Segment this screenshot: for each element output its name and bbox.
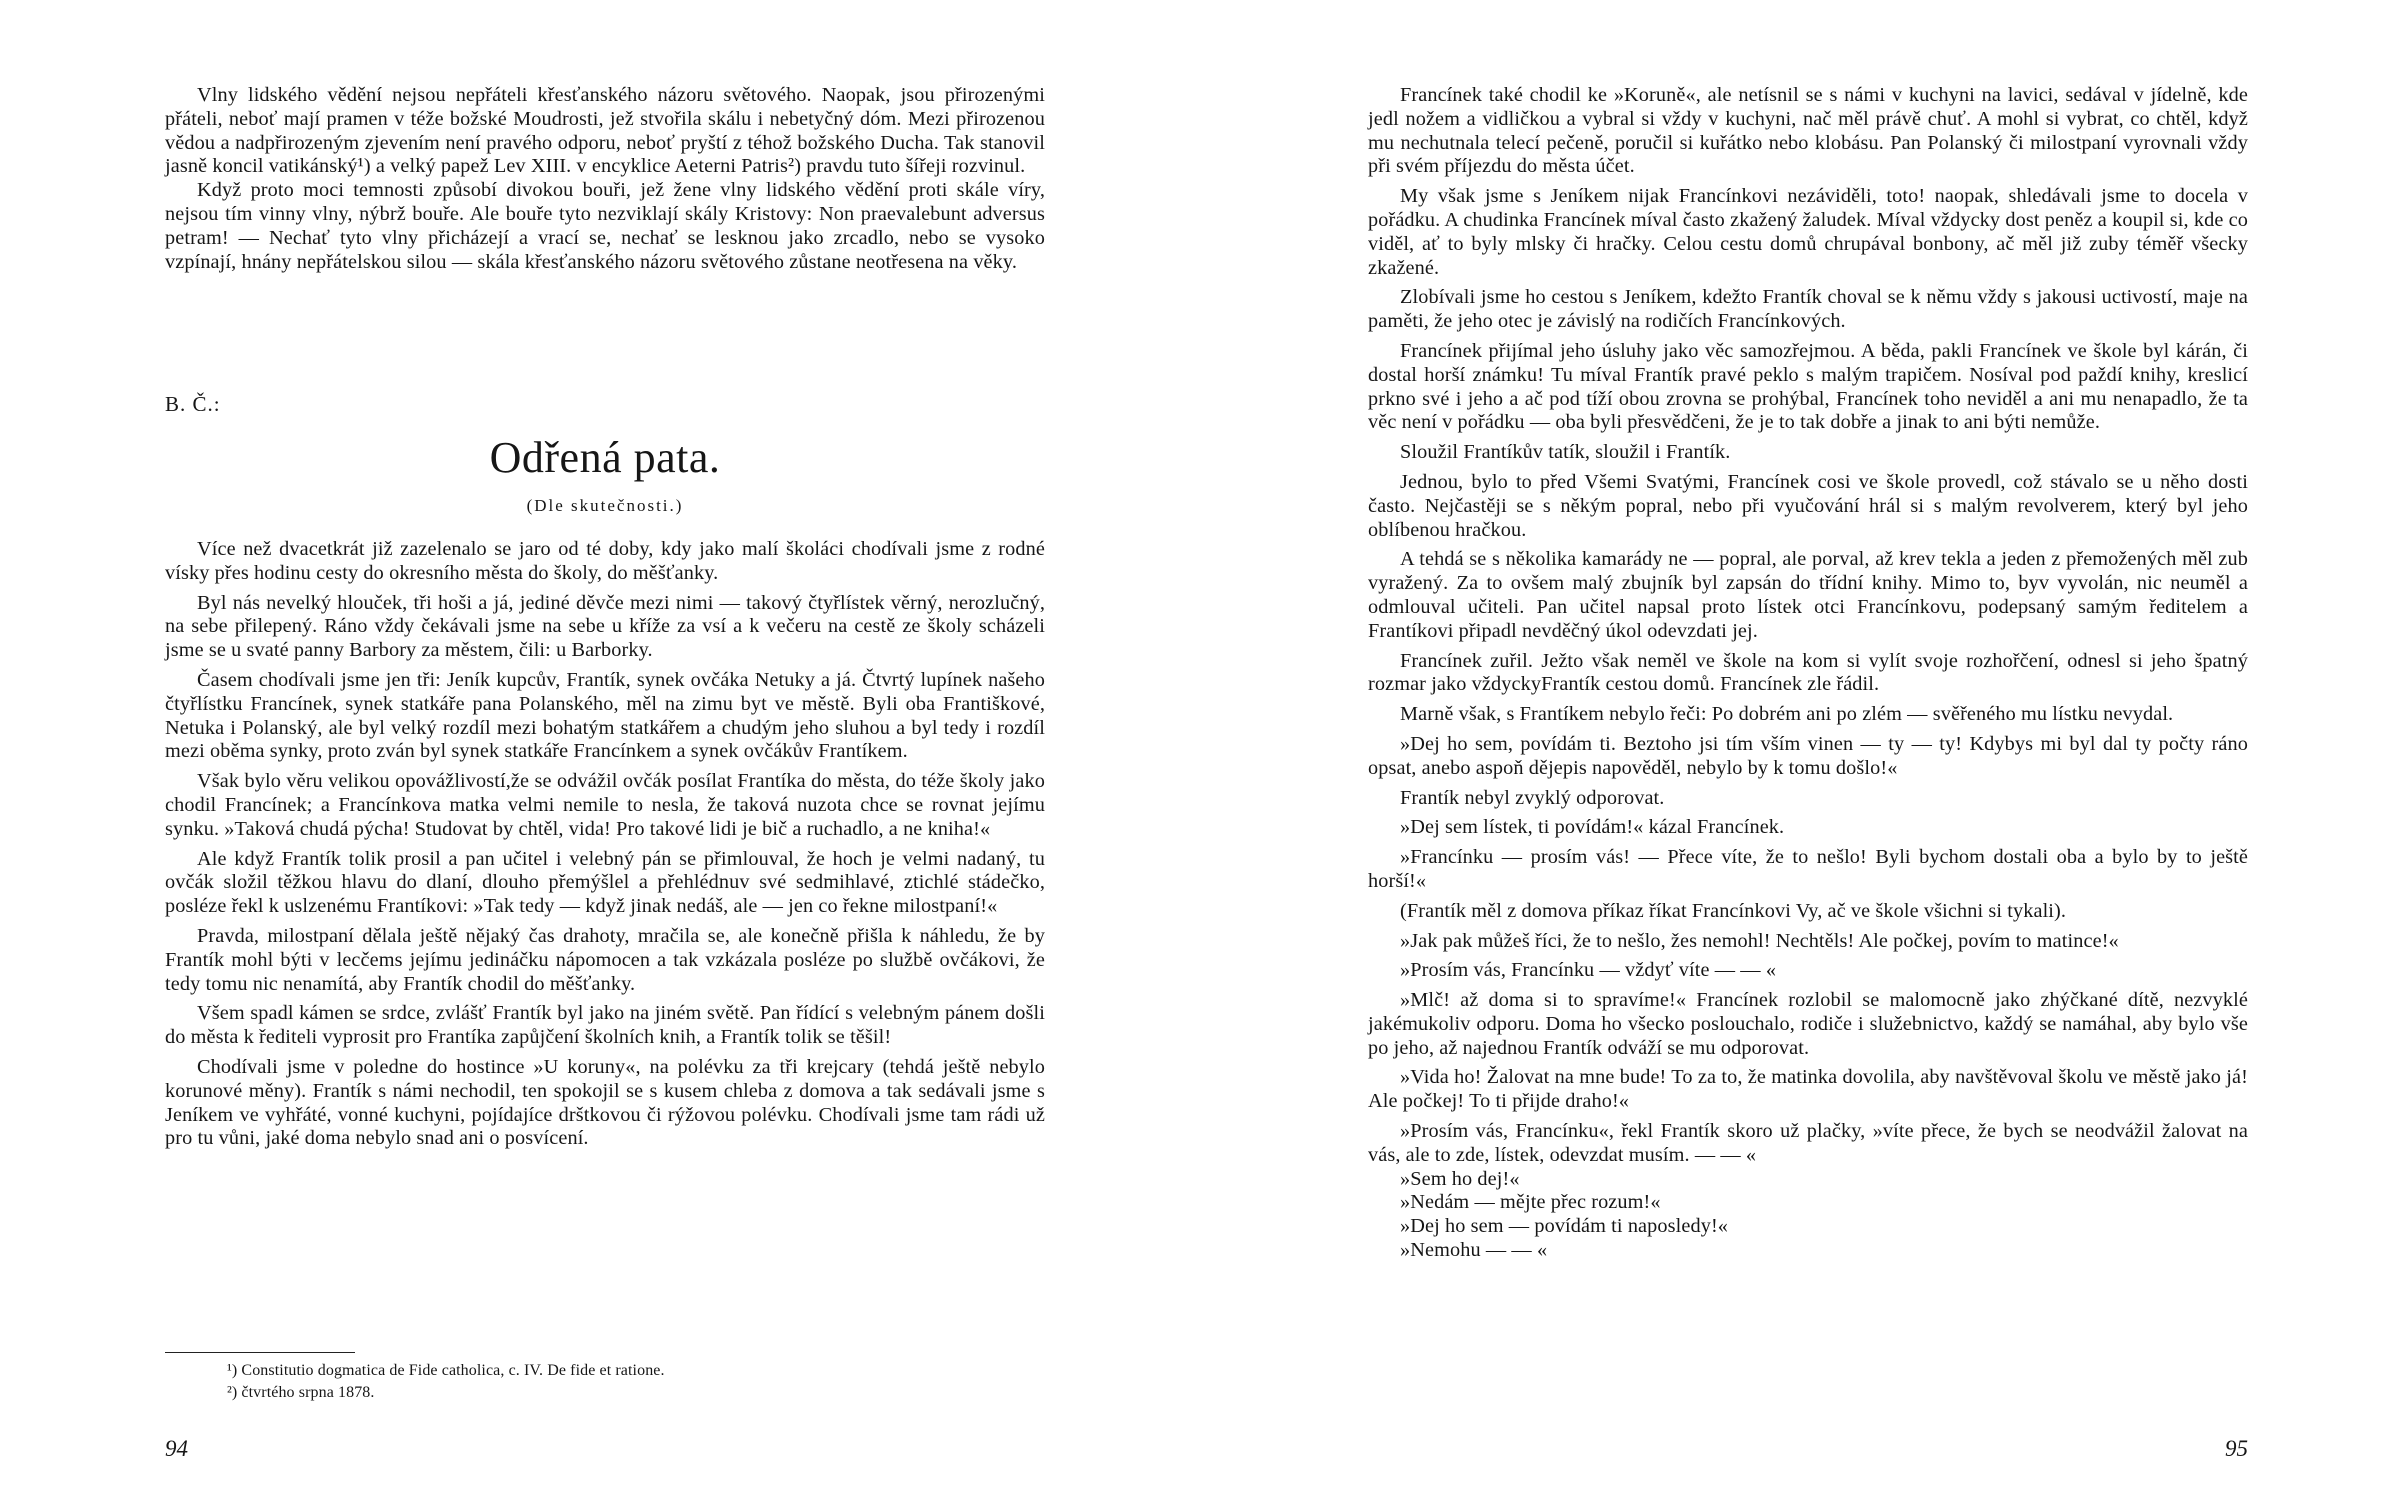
right-page [1368, 0, 2248, 1500]
author: B. Č.: [165, 392, 221, 416]
left-page [165, 0, 1045, 1500]
right-paragraph-2: My však jsme s Jeníkem nijak Francínkovi nezáviděli, toto! naopak, shledávali jsme to docela v pořádku. A chudinka Francínek míval často zkažený žaludek. Míval vždycky dost peněz a koupil si, kde co viděl, ať to byly mlsky či hračky. Celou cestu domů chrupával bonbony, ač měl již zuby téměř všecky zkažené. [1368, 185, 2248, 279]
right-paragraph-21: »Nedám — mějte přec rozum!« [1400, 1191, 1661, 1214]
right-paragraph-11: Frantík nebyl zvyklý odporovat. [1400, 786, 1665, 809]
footnote-2: ²) čtvrtého srpna 1878. [227, 1384, 375, 1401]
right-paragraph-5: Sloužil Frantíkův tatík, sloužil i Frantík. [1400, 441, 1731, 464]
right-paragraph-4: Francínek přijímal jeho úsluhy jako věc samozřejmou. A běda, pakli Francínek ve škole byl kárán, či dostal horší známku! Tu míval Frantík pravé peklo s malým trapičem. Nosíval pod paždí knihy, kreslicí prkno své i jeho a ač pod tíží obou zrovna se prohýbal, Francínek toho neviděl a ani mu nenapadlo, že ta věc není v pořádku — oba byli přesvědčeni, že je to tak dobře a jinak to ani býti nemůže. [1368, 339, 2248, 434]
right-paragraph-20: »Sem ho dej!« [1400, 1167, 1520, 1190]
right-paragraph-16: »Prosím vás, Francínku — vždyť víte — — « [1400, 959, 1777, 982]
right-paragraph-22: »Dej ho sem — povídám ti naposledy!« [1400, 1215, 1729, 1238]
story-paragraph-2: Byl nás nevelký hlouček, tři hoši a já, jediné děvče mezi nimi — takový čtyřlístek věrný, nerozlučný, na sebe přilepený. Ráno vždy čekávali jsme na sebe u kříže za vsí a k večeru na cestě ze školy scházeli jsme se u svaté panny Barbory za městem, čili: u Barborky. [165, 591, 1045, 662]
intro-paragraph-2: Když proto moci temnosti způsobí divokou bouři, jež žene vlny lidského vědění proti skále víry, nejsou tím vinny vlny, nýbrž bouře. Ale bouře tyto nezviklají skály Kristovy: Non praevalebunt adversus petram! — Nechať tyto vlny přicházejí a vrací se, nechať se lesknou jako zrcadlo, nebo se vysoko vzpínají, hnány nepřátelskou silou — skála křesťanského názoru světového zůstane neotřesena na věky. [165, 179, 1045, 273]
story-subtitle: (Dle skutečnosti.) [526, 496, 684, 515]
footnote-1: ¹) Constitutio dogmatica de Fide catholica, c. IV. De fide et ratione. [227, 1362, 665, 1379]
story-paragraph-8: Chodívali jsme v poledne do hostince »U koruny«, na polévku za tři krejcary (tehdá ještě nebylo korunové měny). Frantík s námi nechodil, ten spokojil se s kusem chleba z domova a tak sedávali jsme s Jeníkem ve vyhřáté, vonné kuchyni, pojídajíce drštkovou či rýžovou polévku. Chodívali jsme tam rádi už pro tu vůni, jaké doma nebylo snad ani o posvícení. [165, 1055, 1045, 1150]
right-paragraph-10: »Dej ho sem, povídám ti. Beztoho jsi tím vším vinen — ty — ty! Kdybys mi byl dal ty počty ráno opsat, anebo aspoň dějepis napověděl, nebylo by k tomu došlo!« [1368, 732, 2248, 779]
right-paragraph-6: Jednou, bylo to před Všemi Svatými, Francínek cosi ve škole provedl, což stávalo se u něho dosti často. Nejčastěji se s někým popral, nebo při vyučování hrál si s malým revolverem, který byl jeho oblíbenou hračkou. [1368, 470, 2248, 541]
right-paragraph-1: Francínek také chodil ke »Koruně«, ale netísnil se s námi v kuchyni na lavici, sedával v jídelně, kde jedl nožem a vidličkou a vybral si vždy v kuchyni, nač měl právě chuť. A mohl si vybrat, co chtěl, když mu nechutnala telecí pečeně, poručil si kuřátko nebo klobásu. Pan Polanský či milostpaní vyrovnali vždy při svém příjezdu do města účet. [1368, 84, 2248, 178]
story-section [165, 538, 1045, 1151]
right-text [1368, 84, 2248, 1263]
right-paragraph-13: »Francínku — prosím vás! — Přece víte, že to nešlo! Byli bychom dostali oba a bylo by to ještě horší!« [1368, 846, 2248, 892]
right-paragraph-18: »Vida ho! Žalovat na mne bude! To za to, že matinka dovolila, aby navštěvoval školu ve městě jako já! Ale počkej! To ti přijde draho!« [1368, 1066, 2248, 1113]
footnote-divider [165, 1352, 355, 1353]
story-paragraph-3: Časem chodívali jsme jen tři: Jeník kupcův, Frantík, synek ovčáka Netuky a já. Čtvrtý lupínek našeho čtyřlístku Francínek, synek statkáře pana Polanského, měl na zimu byt ve městě. Byli oba Františkové, Netuka i Polanský, ale byl velký rozdíl mezi bohatým statkářem a chudým jeho sluhou a byl tedy i rozdíl mezi oběma synky, proto zván byl synek statkáře Francínkem a synek ovčákův Frantíkem. [165, 668, 1045, 763]
right-paragraph-8: Francínek zuřil. Ježto však neměl ve škole na kom si vylít svoje rozhořčení, odnesl si jeho špatný rozmar jako vždyckyFrantík cestou domů. Francínek zle řádil. [1368, 649, 2248, 696]
page-number-right: 95 [2225, 1436, 2248, 1461]
right-paragraph-15: »Jak pak můžeš říci, že to nešlo, žes nemohl! Nechtěls! Ale počkej, povím to matince!« [1400, 929, 2119, 952]
page-number-left: 94 [165, 1436, 188, 1461]
right-paragraph-3: Zlobívali jsme ho cestou s Jeníkem, kdežto Frantík choval se k němu vždy s jakousi uctivostí, maje na paměti, že jeho otec je závislý na rodičích Francínkových. [1368, 286, 2248, 333]
intro-section [165, 84, 1045, 274]
intro-paragraph-1: Vlny lidského vědění nejsou nepřáteli křesťanského názoru světového. Naopak, jsou přirozenými přáteli, neboť mají pramen v téže božské Moudrosti, jež stvořila skálu i nebetyčný dóm. Mezi přirozenou vědou a nadpřirozeným zjevením není pravého odporu, neboť pryští z téhož božského Ducha. Tak stanovil jasně koncil vatikánský¹) a velký papež Lev XIII. v encyklice Aeterni Patris²) pravdu tuto šířeji rozvinul. [165, 84, 1045, 178]
story-paragraph-1: Více než dvacetkrát již zazelenalo se jaro od té doby, kdy jako malí školáci chodívali jsme z rodné vísky přes hodinu cesty do okresního města do školy, do měšťanky. [165, 538, 1045, 584]
footnotes [195, 1360, 1045, 1404]
right-paragraph-23: »Nemohu — — « [1400, 1239, 1548, 1262]
story-paragraph-7: Všem spadl kámen se srdce, zvlášť Frantík byl jako na jiném světě. Pan řídící s velebným pánem došli do města k řediteli vyprosit pro Frantíka zapůjčení školních knih, a Frantík tolik se těšil! [165, 1002, 1045, 1049]
story-paragraph-4: Však bylo věru velikou opovážlivostí,že se odvážil ovčák posílat Frantíka do města, do téže školy jako chodil Francínek; a Francínkova matka velmi nemile to nesla, že taková nuzota chce se rovnat jejímu synku. »Taková chudá pýcha! Studovat by chtěl, vida! Pro takové lidi je bič a ruchadlo, a ne kniha!« [165, 770, 1045, 840]
right-paragraph-7: A tehdá se s několika kamarády ne — popral, ale porval, až krev tekla a jeden z přemožených měl zub vyražený. Za to ovšem malý zbujník byl zapsán do třídní knihy. Mimo to, byv vyvolán, nic neuměl a odmlouval učiteli. Pan učitel napsal proto lístek otci Francínkovu, podepsaný samým ředitelem a Frantíkovi připadl nevděčný úkol odevzdati jej. [1368, 548, 2248, 642]
right-paragraph-14: (Frantík měl z domova příkaz říkat Francínkovi Vy, ač ve škole všichni si tykali). [1400, 899, 2067, 922]
right-paragraph-12: »Dej sem lístek, ti povídám!« kázal Francínek. [1400, 816, 1785, 839]
story-title: Odřená pata. [489, 433, 721, 482]
right-paragraph-17: »Mlč! až doma si to spravíme!« Francínek rozlobil se malomocně jako zhýčkané dítě, nezvyklé jakémukoliv odporu. Doma ho všecko poslouchalo, rodiče i služebnictvo, každý se namáhal, aby bylo vše po jeho, až najednou Frantík odváží se mu odporovat. [1368, 989, 2248, 1059]
story-paragraph-6: Pravda, milostpaní dělala ještě nějaký čas drahoty, mračila se, ale konečně přišla k náhledu, že by Frantík mohl býti v lecčems jejímu jedináčku nápomocen a tak vzkázala posléze po službě ovčákovi, že tedy tomu nic nenamítá, aby Frantík chodil do měšťanky. [165, 924, 1045, 995]
right-paragraph-19: »Prosím vás, Francínku«, řekl Frantík skoro už plačky, »víte přece, že bych se neodvážil žalovat na vás, ale to zde, lístek, odevzdat musím. — — « [1368, 1120, 2248, 1166]
story-paragraph-5: Ale když Frantík tolik prosil a pan učitel i velebný pán se přimlouval, že hoch je velmi nadaný, tu ovčák složil těžkou hlavu do dlaní, dlouho přemýšlel a přehlédnuv své sedmihlavé, ztichlé stádečko, posléze řekl k uslzenému Frantíkovi: »Tak tedy — když jinak nedáš, ale — jen co řekne milostpaní!« [165, 847, 1045, 918]
right-paragraph-9: Marně však, s Frantíkem nebylo řeči: Po dobrém ani po zlém — svěřeného mu lístku nevydal. [1400, 703, 2174, 726]
